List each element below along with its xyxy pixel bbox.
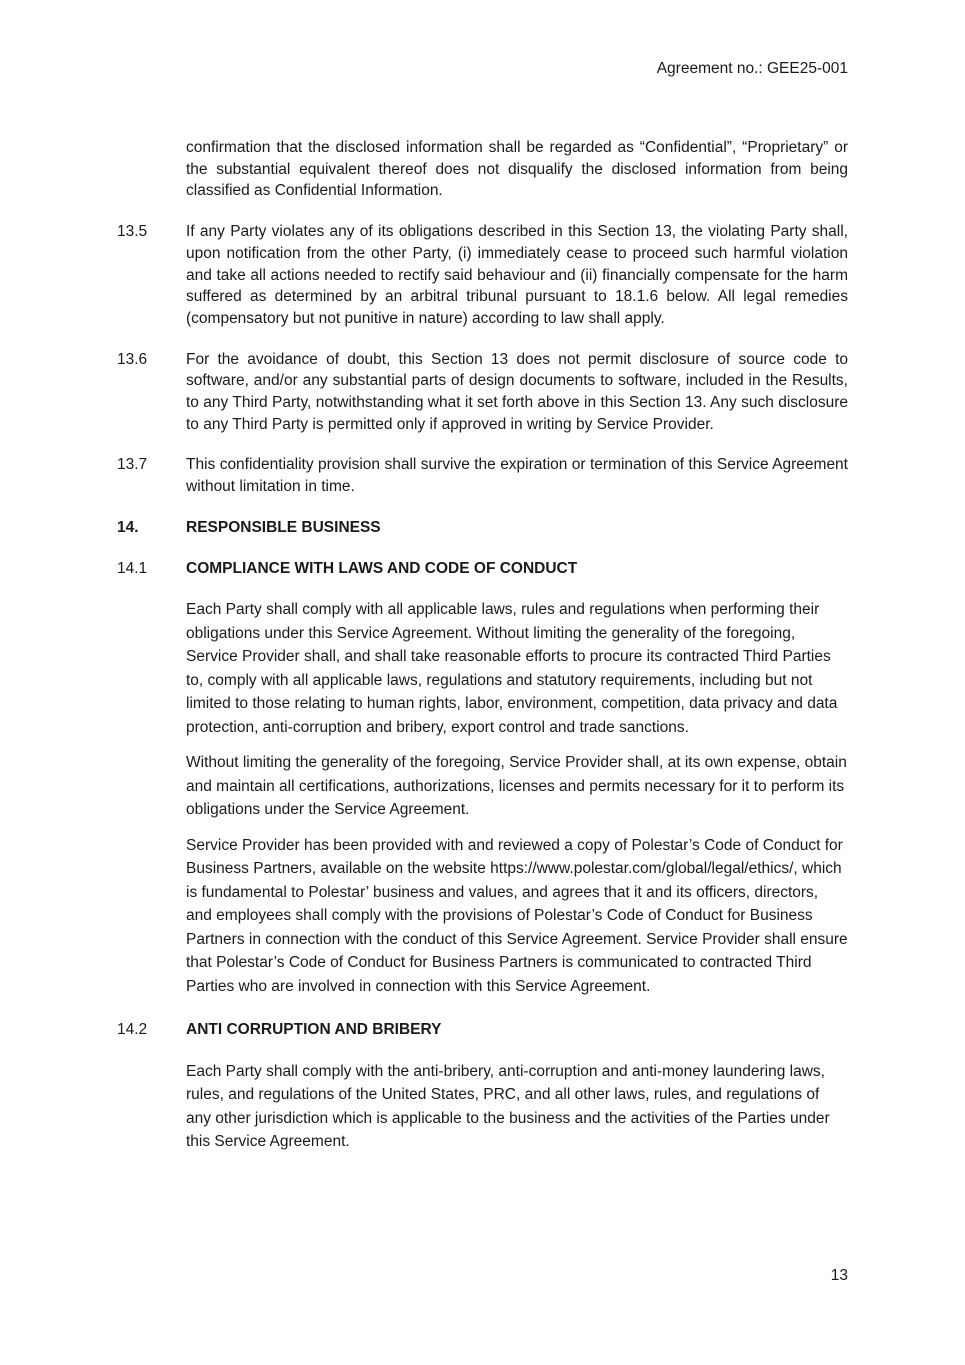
clause-text: For the avoidance of doubt, this Section 13 does not permit disclosure of source code to software, and/or any substantial parts of design documents to software, included in the Results, to any Third Party, notwithstanding what it set forth above in this Section 13. Any such disclosure to any Third Party is permitted only if approved in writing by Service Provider.	[186, 350, 848, 433]
subsection-title: ANTI CORRUPTION AND BRIBERY	[186, 1021, 442, 1039]
compliance-paragraph-3: Service Provider has been provided with and reviewed a copy of Polestar’s Code of Conduct for Business Partners, available on the website https://www.polestar.com/global/legal/ethics/, which is fundamental to Polestar’ business and values, and agrees that it and its officers, directors, and employees shall comply with the provisions of Polestar’s Code of Conduct for Business Partners in connection with the conduct of this Service Agreement. Service Provider shall ensure that Polestar’s Code of Conduct for Business Partners is communicated to contracted Third Parties who are involved in connection with this Service Agreement.	[186, 836, 848, 995]
continuation-paragraph: confirmation that the disclosed information shall be regarded as “Confidential”, “Proprietary” or the substantial equivalent thereof does not disqualify the disclosed information from being classified as Confidential Information.	[186, 139, 848, 200]
subsection-number: 14.1	[117, 559, 148, 577]
section-14-heading	[117, 517, 848, 539]
clause-number: 13.5	[117, 223, 148, 241]
page-number: 13	[830, 1267, 848, 1284]
agreement-number-header: Agreement no.: GEE25-001	[656, 60, 848, 77]
clause-13-7	[117, 454, 848, 497]
subsection-title: COMPLIANCE WITH LAWS AND CODE OF CONDUCT	[186, 559, 578, 577]
clause-text: This confidentiality provision shall survive the expiration or termination of this Service Agreement without limitation in time.	[186, 456, 848, 496]
subsection-14-2-heading	[117, 1019, 848, 1041]
clause-13-5	[117, 221, 848, 330]
document-body	[117, 137, 848, 1154]
subsection-14-1-heading	[117, 558, 848, 580]
clause-number: 13.6	[117, 350, 148, 368]
subsection-number: 14.2	[117, 1021, 148, 1039]
clause-13-6	[117, 349, 848, 436]
clause-number: 13.7	[117, 456, 148, 474]
clause-text: If any Party violates any of its obligations described in this Section 13, the violating Party shall, upon notification from the other Party, (i) immediately cease to proceed such harmful violation and take all actions needed to rectify said behaviour and (ii) financially compensate for the harm suffered as determined by an arbitral tribunal pursuant to 18.1.6 below. All legal remedies (compensatory but not punitive in nature) according to law shall apply.	[186, 223, 848, 327]
anti-corruption-paragraph: Each Party shall comply with the anti-bribery, anti-corruption and anti-money laundering laws, rules, and regulations of the United States, PRC, and all other laws, rules, and regulations of any other jurisdiction which is applicable to the business and the activities of the Parties under this Service Agreement.	[186, 1062, 830, 1151]
compliance-paragraph-2: Without limiting the generality of the foregoing, Service Provider shall, at its own expense, obtain and maintain all certifications, authorizations, licenses and permits necessary for it to perform its obligations under the Service Agreement.	[186, 754, 847, 819]
section-title: RESPONSIBLE BUSINESS	[186, 518, 381, 536]
section-number: 14.	[117, 518, 139, 536]
compliance-paragraph-1: Each Party shall comply with all applicable laws, rules and regulations when performing their obligations under this Service Agreement. Without limiting the generality of the foregoing, Service Provider shall, and shall take reasonable efforts to procure its contracted Third Parties to, comply with all applicable laws, regulations and statutory requirements, including but not limited to those relating to human rights, labor, environment, competition, data privacy and data protection, anti-corruption and bribery, export control and trade sanctions.	[186, 601, 838, 736]
